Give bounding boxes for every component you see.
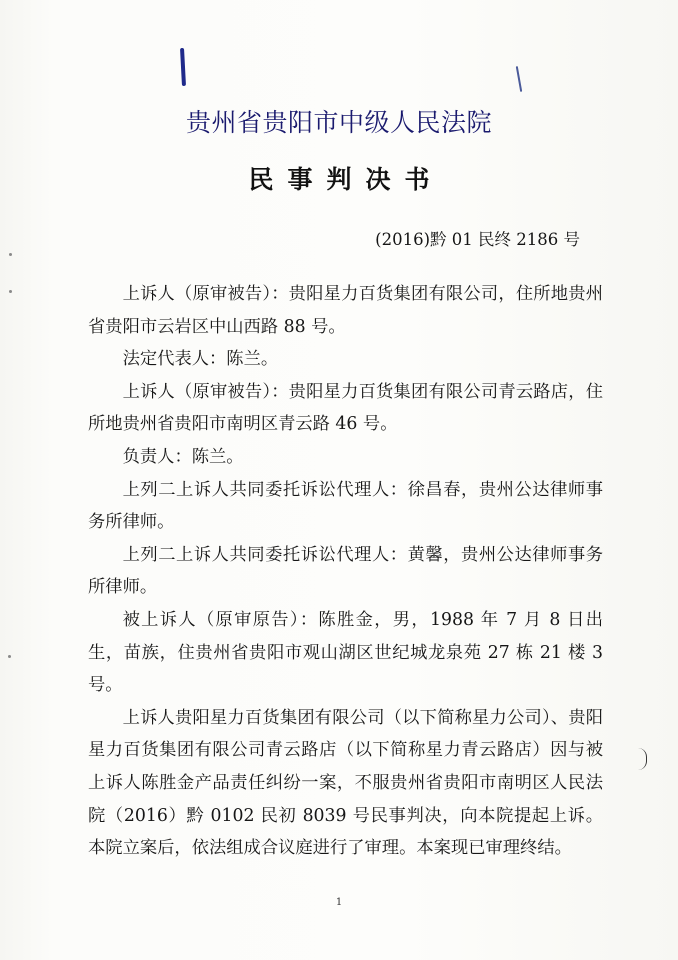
appellant-2-paragraph: 上诉人（原审被告）：贵阳星力百货集团有限公司青云路店，住所地贵州省贵阳市南明区青云路 46 号。 xyxy=(88,381,603,435)
document-type-heading: 民事判决书 xyxy=(248,165,444,194)
margin-speck xyxy=(8,655,11,658)
judgment-body xyxy=(88,278,603,865)
agent-1-paragraph: 上列二上诉人共同委托诉讼代理人：徐昌春，贵州公达律师事务所律师。 xyxy=(88,479,603,533)
margin-speck xyxy=(9,253,12,256)
margin-bracket-mark xyxy=(638,748,647,770)
binding-mark-right xyxy=(516,66,522,92)
legal-representative-paragraph: 法定代表人：陈兰。 xyxy=(122,349,279,370)
court-title: 贵州省贵阳市中级人民法院 xyxy=(185,108,492,137)
margin-speck xyxy=(9,290,12,293)
binding-mark-left xyxy=(180,48,186,86)
appellee-paragraph: 被上诉人（原审原告）：陈胜金，男，1988 年 7 月 8 日出生，苗族，住贵州省贵阳市观山湖区世纪城龙泉苑 27 栋 21 楼 3 号。 xyxy=(88,609,603,696)
case-number: (2016)黔 01 民终 2186 号 xyxy=(375,230,580,249)
appellant-1-paragraph: 上诉人（原审被告）：贵阳星力百货集团有限公司，住所地贵州省贵阳市云岩区中山西路 88 号。 xyxy=(88,284,603,337)
agent-2-paragraph: 上列二上诉人共同委托诉讼代理人：黄馨，贵州公达律师事务所律师。 xyxy=(88,544,603,598)
case-summary-paragraph: 上诉人贵阳星力百货集团有限公司（以下简称星力公司）、贵阳星力百货集团有限公司青云路店（以下简称星力青云路店）因与被上诉人陈胜金产品责任纠纷一案，不服贵州省贵阳市南明区人民法院（2016）黔 0102 民初 8039 号民事判决，向本院提起上诉。本院立案后，依法组成合议庭进行了审理。本案现已审理终结。 xyxy=(88,707,603,859)
page-number: 1 xyxy=(335,897,343,908)
person-in-charge-paragraph: 负责人：陈兰。 xyxy=(122,446,244,467)
